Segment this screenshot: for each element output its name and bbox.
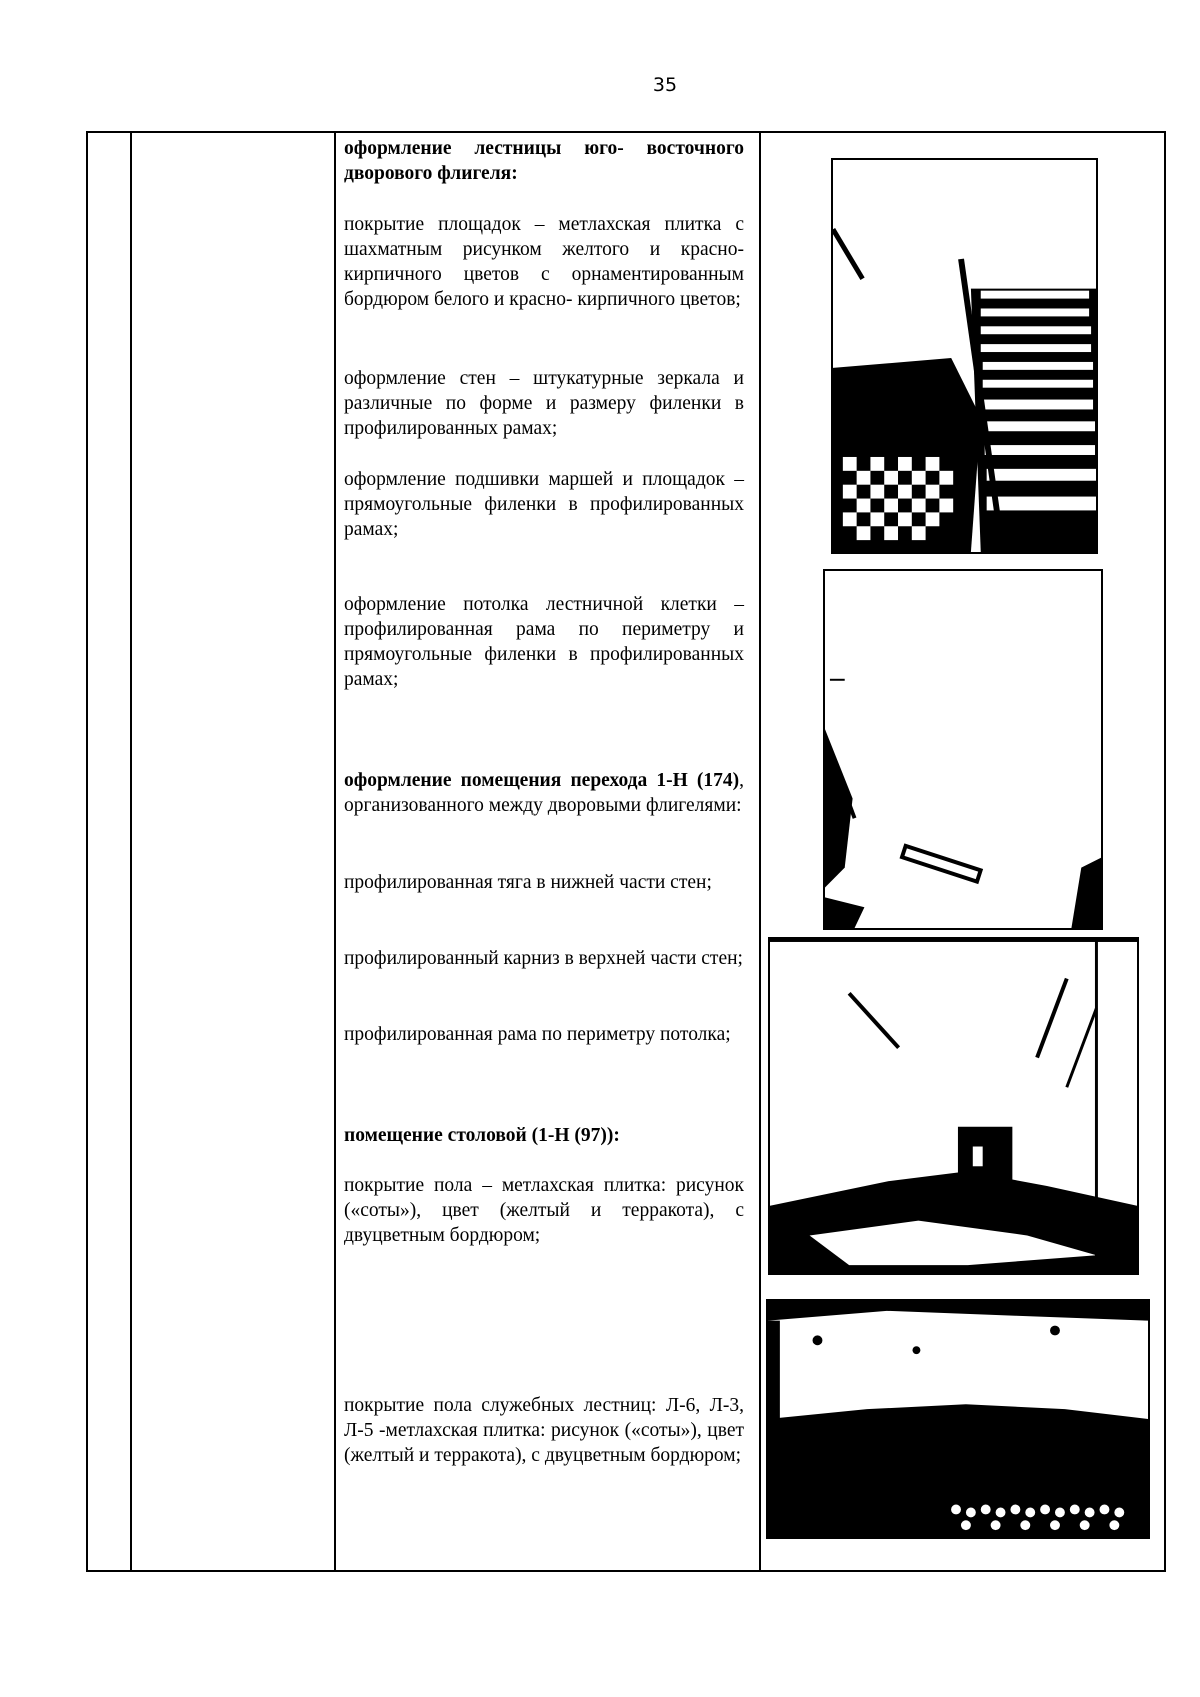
photo-ceiling — [823, 569, 1103, 930]
photo-staircase — [831, 158, 1098, 554]
paragraph-service-stairs: покрытие пола служебных лестниц: Л-6, Л-3, Л-5 -метлахская плитка: рисунок («соты»), цвет (желтый и терракота), с двуцветным бордюром; — [344, 1395, 744, 1466]
paragraph-ceiling-frame: профилированная рама по периметру потолка; — [344, 1024, 731, 1045]
paragraph-cornice: профилированный карниз в верхней части стен; — [344, 948, 743, 969]
paragraph-flights: оформление подшивки маршей и площадок – прямоугольные филенки в профилированных рамах; — [344, 469, 744, 540]
heading-staircase: оформление лестницы юго- восточного дворового флигеля: — [344, 138, 744, 184]
paragraph-landings: покрытие площадок – метлахская плитка с шахматным рисунком желтого и красно-кирпичного цветов с орнаментированным бордюром белого и красно- кирпичного цветов; — [344, 214, 744, 310]
paragraph-wall-molding: профилированная тяга в нижней части стен; — [344, 872, 712, 893]
photo-dining-floor — [766, 1299, 1150, 1539]
photo-corridor — [768, 937, 1139, 1275]
column-divider-3 — [759, 133, 761, 1570]
heading-dining: помещение столовой (1-Н (97)): — [344, 1125, 620, 1146]
column-divider-1 — [130, 133, 132, 1570]
page-number: 35 — [652, 74, 678, 96]
paragraph-passage: оформление помещения перехода 1-Н (174), организованного между дворовыми флигелями: — [344, 770, 744, 816]
paragraph-ceiling: оформление потолка лестничной клетки – профилированная рама по периметру и прямоугольные филенки в профилированных рамах; — [344, 594, 744, 690]
paragraph-dining-floor: покрытие пола – метлахская плитка: рисунок («соты»), цвет (желтый и терракота), с двуцветным бордюром; — [344, 1175, 744, 1246]
paragraph-walls: оформление стен – штукатурные зеркала и различные по форме и размеру филенки в профилированных рамах; — [344, 368, 744, 439]
column-divider-2 — [334, 133, 336, 1570]
